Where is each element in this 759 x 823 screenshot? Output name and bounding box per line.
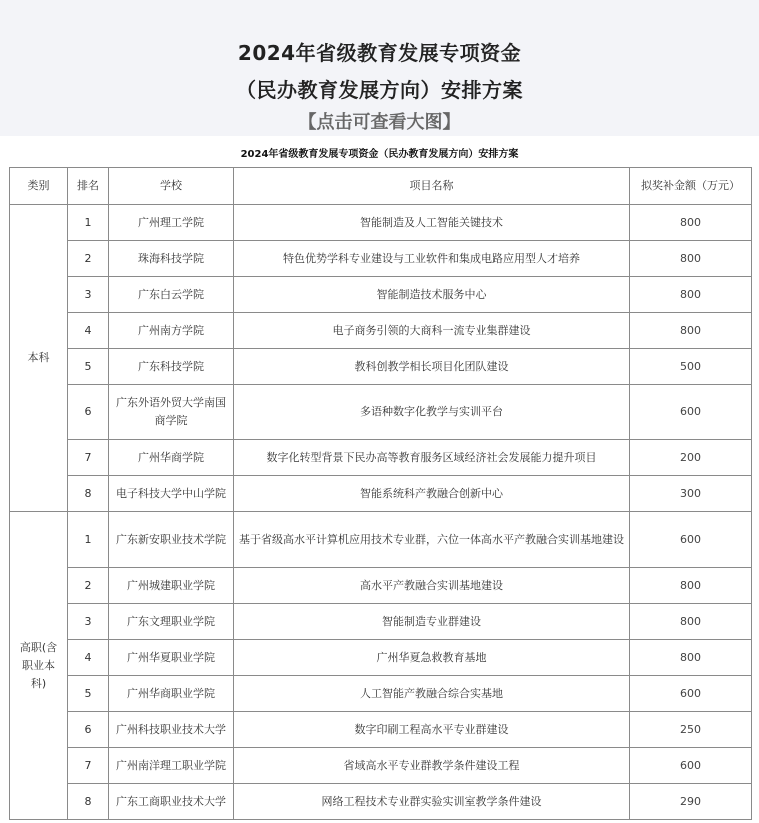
table-row (10, 440, 752, 476)
header-school: 学校 (109, 168, 234, 205)
school-cell: 广州科技职业技术大学 (109, 712, 234, 748)
rank-cell: 1 (68, 205, 109, 241)
rank-cell: 1 (68, 512, 109, 568)
amount-cell: 600 (630, 676, 752, 712)
school-cell: 广州南方学院 (109, 313, 234, 349)
table-row (10, 604, 752, 640)
school-cell: 珠海科技学院 (109, 241, 234, 277)
project-cell: 智能制造技术服务中心 (234, 277, 630, 313)
table-row (10, 748, 752, 784)
category-cell: 高职(含职业本科) (10, 512, 68, 820)
amount-cell: 250 (630, 712, 752, 748)
amount-cell: 290 (630, 784, 752, 820)
amount-cell: 600 (630, 385, 752, 440)
amount-cell: 200 (630, 440, 752, 476)
school-cell: 广州城建职业学院 (109, 568, 234, 604)
project-cell: 特色优势学科专业建设与工业软件和集成电路应用型人才培养 (234, 241, 630, 277)
amount-cell: 600 (630, 748, 752, 784)
rank-cell: 7 (68, 748, 109, 784)
school-cell: 广东白云学院 (109, 277, 234, 313)
table-row (10, 349, 752, 385)
amount-cell: 800 (630, 568, 752, 604)
table-row (10, 205, 752, 241)
rank-cell: 6 (68, 385, 109, 440)
project-cell: 智能系统科产教融合创新中心 (234, 476, 630, 512)
table-row (10, 640, 752, 676)
school-cell: 广州华商学院 (109, 440, 234, 476)
amount-cell: 300 (630, 476, 752, 512)
category-cell: 本科 (10, 205, 68, 512)
header-amount: 拟奖补金额（万元） (630, 168, 752, 205)
rank-cell: 8 (68, 476, 109, 512)
header-rank: 排名 (68, 168, 109, 205)
table-row (10, 784, 752, 820)
school-cell: 广东文理职业学院 (109, 604, 234, 640)
rank-cell: 6 (68, 712, 109, 748)
amount-cell: 800 (630, 313, 752, 349)
rank-cell: 5 (68, 349, 109, 385)
table-row (10, 313, 752, 349)
project-cell: 数字化转型背景下民办高等教育服务区域经济社会发展能力提升项目 (234, 440, 630, 476)
amount-cell: 800 (630, 205, 752, 241)
school-cell: 广东外语外贸大学南国商学院 (109, 385, 234, 440)
table-row (10, 476, 752, 512)
rank-cell: 7 (68, 440, 109, 476)
rank-cell: 2 (68, 241, 109, 277)
rank-cell: 4 (68, 640, 109, 676)
project-cell: 高水平产教融合实训基地建设 (234, 568, 630, 604)
project-cell: 数字印刷工程高水平专业群建设 (234, 712, 630, 748)
school-cell: 广州南洋理工职业学院 (109, 748, 234, 784)
amount-cell: 600 (630, 512, 752, 568)
table-row (10, 568, 752, 604)
table-row (10, 712, 752, 748)
school-cell: 广东工商职业技术大学 (109, 784, 234, 820)
table-row (10, 512, 752, 568)
rank-cell: 4 (68, 313, 109, 349)
amount-cell: 800 (630, 277, 752, 313)
project-cell: 多语种数字化教学与实训平台 (234, 385, 630, 440)
rank-cell: 2 (68, 568, 109, 604)
school-cell: 广州华商职业学院 (109, 676, 234, 712)
amount-cell: 800 (630, 241, 752, 277)
header-project: 项目名称 (234, 168, 630, 205)
table-row (10, 277, 752, 313)
school-cell: 电子科技大学中山学院 (109, 476, 234, 512)
table-row (10, 241, 752, 277)
page-title-line-2: （民办教育发展方向）安排方案 (236, 78, 523, 102)
project-cell: 教科创教学相长项目化团队建设 (234, 349, 630, 385)
amount-cell: 800 (630, 604, 752, 640)
view-large-image-link[interactable]: 【点击可查看大图】 (298, 112, 461, 133)
rank-cell: 5 (68, 676, 109, 712)
table-header-row (10, 168, 752, 205)
page-header (0, 0, 759, 136)
header-category: 类别 (10, 168, 68, 205)
school-cell: 广东新安职业技术学院 (109, 512, 234, 568)
project-cell: 电子商务引领的大商科一流专业集群建设 (234, 313, 630, 349)
project-cell: 智能制造及人工智能关键技术 (234, 205, 630, 241)
page-title-line-1: 2024年省级教育发展专项资金 (237, 41, 522, 65)
amount-cell: 800 (630, 640, 752, 676)
rank-cell: 3 (68, 604, 109, 640)
project-cell: 网络工程技术专业群实验实训室教学条件建设 (234, 784, 630, 820)
project-cell: 智能制造专业群建设 (234, 604, 630, 640)
school-cell: 广州华夏职业学院 (109, 640, 234, 676)
school-cell: 广州理工学院 (109, 205, 234, 241)
amount-cell: 500 (630, 349, 752, 385)
project-cell: 人工智能产教融合综合实基地 (234, 676, 630, 712)
table-row (10, 385, 752, 440)
school-cell: 广东科技学院 (109, 349, 234, 385)
table-caption: 2024年省级教育发展专项资金（民办教育发展方向）安排方案 (240, 149, 519, 160)
project-cell: 基于省级高水平计算机应用技术专业群，六位一体高水平产教融合实训基地建设 (234, 512, 630, 568)
funding-table[interactable] (9, 167, 752, 820)
rank-cell: 8 (68, 784, 109, 820)
project-cell: 广州华夏急救教育基地 (234, 640, 630, 676)
table-row (10, 676, 752, 712)
rank-cell: 3 (68, 277, 109, 313)
project-cell: 省域高水平专业群教学条件建设工程 (234, 748, 630, 784)
